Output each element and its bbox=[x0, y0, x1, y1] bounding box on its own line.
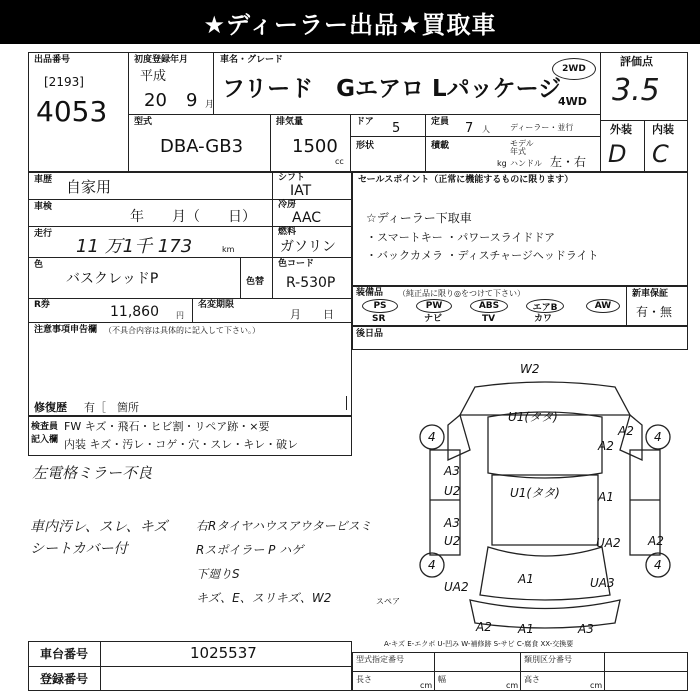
diagram-mark: 4 bbox=[654, 558, 662, 572]
use-label: 車歴 bbox=[34, 175, 53, 185]
era: 平成 bbox=[140, 69, 167, 84]
model-label: 型式 bbox=[134, 117, 153, 127]
color-code-label: 色コード bbox=[278, 259, 315, 269]
diagram-mark: U2 bbox=[444, 484, 461, 498]
handle: 左・右 bbox=[550, 155, 587, 169]
banner: ★ディーラー出品★買取車 bbox=[0, 0, 700, 44]
type-label: 型式指定番号 bbox=[356, 655, 404, 664]
color-code-value: R-530P bbox=[286, 275, 336, 291]
hand-note-2: 車内汚レ、スレ、キズ bbox=[30, 519, 168, 535]
new-car-value: 有・無 bbox=[636, 305, 673, 319]
name-change-label: 名変期限 bbox=[198, 300, 235, 310]
sales-point-2: ・スマートキー ・パワースライドドア bbox=[366, 231, 556, 244]
kg-unit: kg bbox=[497, 159, 507, 168]
color-value: バスクレッドP bbox=[66, 271, 159, 287]
hand-note-1: 左電格ミラー不良 bbox=[32, 464, 153, 482]
door-label: ドア bbox=[356, 117, 374, 127]
sales-point-label: セールスポイント（正常に機能するものに限ります） bbox=[358, 175, 574, 185]
first-reg-label: 初度登録年月 bbox=[134, 55, 189, 65]
length-cm: cm bbox=[420, 681, 433, 690]
load-label: 積載 bbox=[431, 141, 450, 151]
notes-sub: （不具合内容は具体的に記入して下さい。） bbox=[104, 326, 260, 335]
inspector-label: 検査員記入欄 bbox=[31, 422, 59, 445]
diagram-mark: 4 bbox=[654, 430, 662, 444]
car-diagram bbox=[400, 355, 690, 645]
displacement-label: 排気量 bbox=[276, 117, 304, 127]
shift-value: IAT bbox=[290, 183, 312, 199]
equip-airbag: エアB bbox=[526, 299, 564, 313]
name-change-value: 月 日 bbox=[290, 308, 334, 321]
yen-unit: 円 bbox=[176, 311, 184, 320]
exterior-label: 外装 bbox=[610, 123, 632, 136]
diagram-mark: A2 bbox=[476, 620, 492, 634]
recycle-label: R券 bbox=[34, 300, 50, 310]
ac-value: AAC bbox=[292, 210, 322, 226]
hand-note-4: 右Rタイヤハウスアウタービスミ bbox=[196, 519, 372, 533]
fuel-label: 燃料 bbox=[278, 227, 297, 237]
diagram-mark: UA3 bbox=[590, 576, 615, 590]
equip-leather: カワ bbox=[534, 314, 553, 324]
interior-grade: C bbox=[652, 140, 669, 168]
model: DBA-GB3 bbox=[160, 136, 244, 157]
capacity: 7 bbox=[465, 121, 474, 136]
diagram-mark: U2 bbox=[444, 534, 461, 548]
inspection-value: 年 月（ 日） bbox=[130, 209, 256, 225]
plate-label: 登録番号 bbox=[40, 672, 89, 686]
inspector-row2: 内装 キズ・汚レ・コゲ・穴・スレ・キレ・破レ bbox=[64, 438, 299, 451]
equip-navi: ナビ bbox=[424, 314, 443, 324]
recycle-value: 11,860 bbox=[110, 304, 159, 320]
diagram-mark: A1 bbox=[518, 572, 534, 586]
repair-value: 有［ 箇所 bbox=[84, 401, 139, 414]
dealer-label: ディーラー・並行 bbox=[510, 123, 574, 132]
shape-label: 形状 bbox=[356, 141, 375, 151]
hand-note-5: Rスポイラー P ハゲ bbox=[196, 543, 304, 557]
sales-box bbox=[352, 172, 688, 286]
reg-year: 20 bbox=[144, 90, 167, 111]
mileage-value: 11 万1千 173 bbox=[76, 236, 193, 257]
diagram-mark: A2 bbox=[598, 439, 614, 453]
color-num-label: 色替 bbox=[246, 277, 265, 287]
hand-note-3: シートカバー付 bbox=[30, 541, 128, 557]
equipment-sub: （純正品に限り◎をつけて下さい） bbox=[398, 289, 525, 298]
diagram-mark: A2 bbox=[648, 534, 664, 548]
shift-label: シフト bbox=[278, 173, 306, 183]
spare-label: スペア bbox=[376, 597, 400, 606]
chassis-value: 1025537 bbox=[190, 644, 257, 662]
after-label: 後日品 bbox=[356, 329, 384, 339]
ac-label: 冷房 bbox=[278, 200, 297, 210]
lot-sub: [2193] bbox=[44, 75, 84, 89]
sales-point-3: ・バックカメラ ・ディスチャージヘッドライト bbox=[366, 249, 599, 262]
lot-number: 4053 bbox=[36, 95, 108, 128]
category-label: 類別区分番号 bbox=[524, 655, 572, 664]
person-unit: 人 bbox=[482, 125, 490, 134]
diagram-mark: U1(タタ) bbox=[510, 486, 560, 500]
sales-point-1: ☆ディーラー下取車 bbox=[366, 211, 472, 225]
capacity-label: 定員 bbox=[431, 117, 450, 127]
width-label: 幅 bbox=[438, 675, 446, 684]
height-label: 高さ bbox=[524, 675, 540, 684]
car-name-label: 車名・グレード bbox=[220, 55, 284, 65]
diagram-mark: UA2 bbox=[444, 580, 469, 594]
diagram-mark: A2 bbox=[618, 424, 634, 438]
diagram-mark: UA2 bbox=[596, 536, 621, 550]
inspection-label: 車検 bbox=[34, 202, 53, 212]
km-unit: km bbox=[222, 245, 235, 254]
after-box bbox=[352, 326, 688, 350]
equip-sr: SR bbox=[372, 314, 386, 324]
repair-label: 修復歴 bbox=[34, 401, 67, 414]
exterior-grade: D bbox=[608, 140, 627, 168]
use-value: 自家用 bbox=[66, 178, 112, 196]
drive-2wd-circle: 2WD bbox=[552, 58, 596, 80]
width-cm: cm bbox=[506, 681, 519, 690]
inspector-row1: FW キズ・飛石・ヒビ割・リペア跡・×要 bbox=[64, 420, 270, 433]
equip-abs: ABS bbox=[470, 299, 508, 313]
reg-month: 9 bbox=[186, 90, 198, 111]
mileage-label: 走行 bbox=[34, 229, 53, 239]
diagram-mark: 4 bbox=[428, 558, 436, 572]
interior-label: 内装 bbox=[652, 123, 674, 136]
diagram-mark: A3 bbox=[444, 516, 460, 530]
hand-note-6: 下廻りS bbox=[196, 567, 240, 581]
notes-header: 注意事項申告欄 bbox=[34, 325, 98, 335]
doors: 5 bbox=[392, 121, 401, 136]
diagram-mark: A3 bbox=[578, 622, 594, 636]
score-value: 3.5 bbox=[612, 73, 660, 108]
hand-note-7: キズ、E、スリキズ、W2 bbox=[196, 591, 332, 605]
cc-unit: cc bbox=[335, 157, 344, 166]
diagram-legend: A-キズ E-エクボ U-凹み W-補修跡 S-サビ C-腐食 XX-交換要 bbox=[384, 640, 574, 648]
new-car-label: 新車保証 bbox=[632, 289, 669, 299]
equip-ps: PS bbox=[362, 299, 398, 313]
equip-aw: AW bbox=[586, 299, 620, 313]
diagram-mark: A3 bbox=[444, 464, 460, 478]
score-label: 評価点 bbox=[620, 55, 653, 68]
fuel-value: ガソリン bbox=[280, 239, 336, 255]
diagram-mark: A1 bbox=[598, 490, 614, 504]
diagram-mark: U1(タタ) bbox=[508, 410, 558, 424]
displacement: 1500 bbox=[292, 136, 338, 157]
color-label: 色 bbox=[34, 260, 44, 270]
model-year-label: モデル年式 bbox=[510, 139, 534, 156]
handle-label: ハンドル bbox=[510, 159, 542, 168]
lot-label: 出品番号 bbox=[34, 55, 71, 65]
diagram-mark: W2 bbox=[520, 362, 540, 376]
diagram-mark: A1 bbox=[518, 622, 534, 636]
equip-pw: PW bbox=[416, 299, 452, 313]
diagram-mark: 4 bbox=[428, 430, 436, 444]
equipment-label: 装備品 bbox=[356, 288, 384, 298]
equip-tv: TV bbox=[482, 314, 496, 324]
height-cm: cm bbox=[590, 681, 603, 690]
month-unit: 月 bbox=[205, 100, 215, 110]
drive-4wd: 4WD bbox=[558, 95, 587, 108]
car-name: フリード Gエアロ Lパッケージ bbox=[222, 76, 562, 102]
length-label: 長さ bbox=[356, 675, 372, 684]
chassis-label: 車台番号 bbox=[40, 647, 89, 661]
